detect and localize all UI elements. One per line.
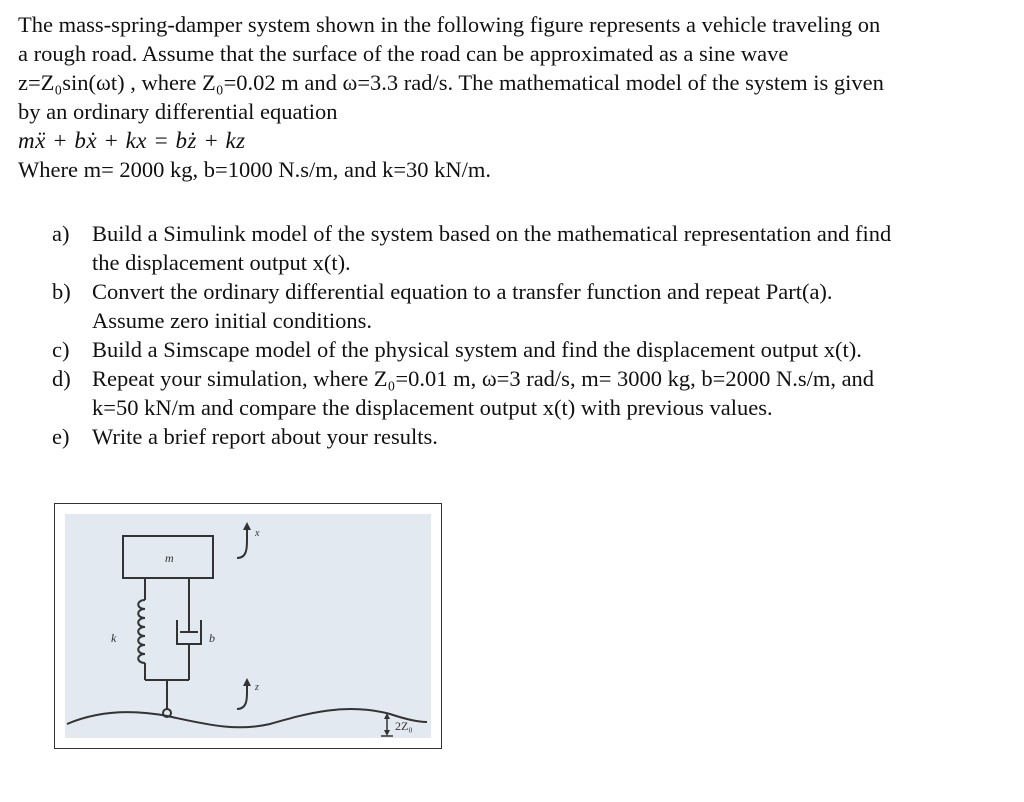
question-text: Repeat your simulation, where Z₀=0.01 m, ω=3 rad/s, m= 3000 kg, b=2000 N.s/m, and (92, 366, 875, 391)
question-item (52, 335, 1002, 364)
intro-line: a rough road. Assume that the surface of the road can be approximated as a sine wave (18, 41, 789, 66)
intro-line: by an ordinary differential equation (18, 99, 338, 124)
spring-label: k (111, 631, 117, 645)
figure-background (65, 514, 431, 738)
question-text: Write a brief report about your results. (92, 424, 438, 449)
question-text: k=50 kN/m and compare the displacement output x(t) with previous values. (92, 395, 773, 420)
question-text: Assume zero initial conditions. (92, 308, 372, 333)
question-label: e) (52, 424, 70, 449)
question-label: d) (52, 366, 71, 391)
question-label: c) (52, 337, 70, 362)
question-item (52, 219, 1002, 277)
question-list (52, 219, 1002, 451)
damper-label: b (209, 631, 215, 645)
intro-line: The mass-spring-damper system shown in the following figure represents a vehicle traveling on (18, 12, 881, 37)
question-text: Build a Simulink model of the system based on the mathematical representation and find (92, 221, 892, 246)
x-label: x (255, 528, 260, 539)
amplitude-label: 2Z₀ (395, 719, 413, 733)
problem-statement (18, 10, 1008, 184)
mass-spring-damper-diagram (65, 514, 431, 738)
z-label: z (255, 682, 259, 693)
mass-label: m (165, 551, 174, 565)
differential-equation: mẍ + bẋ + kx = bż + kz (18, 128, 246, 153)
question-text: the displacement output x(t). (92, 250, 351, 275)
intro-line: z=Z₀sin(ωt) , where Z₀=0.02 m and ω=3.3 rad/s. The mathematical model of the system is given (18, 70, 884, 95)
question-text: Build a Simscape model of the physical system and find the displacement output x(t). (92, 337, 862, 362)
question-item (52, 277, 1002, 335)
question-label: a) (52, 221, 70, 246)
parameters-line: Where m= 2000 kg, b=1000 N.s/m, and k=30 kN/m. (18, 157, 492, 182)
question-item (52, 364, 1002, 422)
question-text: Convert the ordinary differential equation to a transfer function and repeat Part(a). (92, 279, 833, 304)
question-item (52, 422, 1002, 451)
system-figure (54, 503, 442, 749)
question-label: b) (52, 279, 71, 304)
